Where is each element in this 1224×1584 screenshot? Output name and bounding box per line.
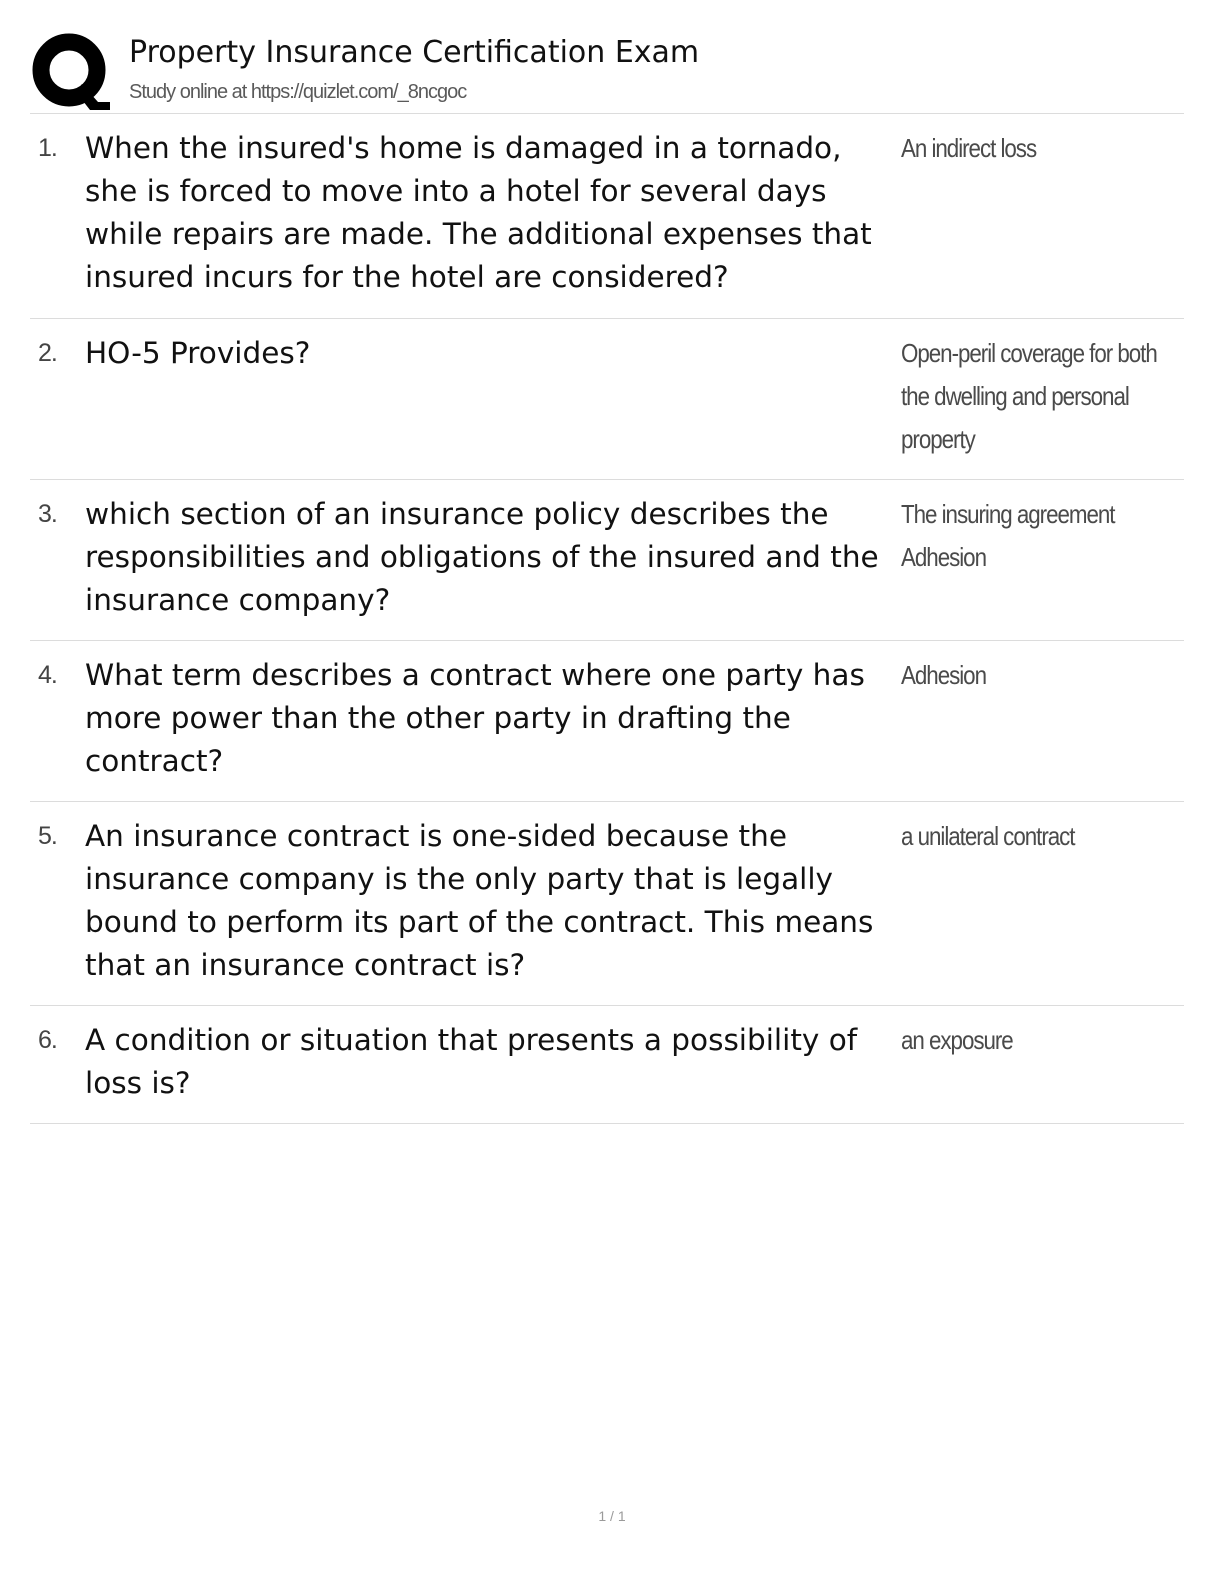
card-term: What term describes a contract where one party has more power than the other party in drafting the contract? <box>85 658 865 778</box>
card-term: HO-5 Provides? <box>85 336 311 370</box>
flashcard-row <box>30 480 1184 641</box>
card-number: 6. <box>38 1026 57 1054</box>
card-number: 1. <box>38 134 57 162</box>
card-definition: Adhesion <box>901 660 986 690</box>
card-term: An insurance contract is one-sided because the insurance company is the only party that is legally bound to perform its part of the contract. This means that an insurance contract is? <box>85 819 874 982</box>
flashcard-row <box>30 641 1184 802</box>
flashcard-row <box>30 319 1184 480</box>
card-term: which section of an insurance policy describes the responsibilities and obligations of the insured and the insurance company? <box>85 497 879 617</box>
card-definition: Open-peril coverage for both the dwelling and personal property <box>901 338 1157 454</box>
page-number: 1 / 1 <box>598 1508 626 1524</box>
card-definition: An indirect loss <box>901 133 1037 163</box>
card-number: 4. <box>38 661 57 689</box>
quizlet-logo-icon <box>32 32 110 110</box>
card-definition: The insuring agreement Adhesion <box>901 499 1115 572</box>
page-title: Property Insurance Certification Exam <box>129 35 700 70</box>
flashcard-row <box>30 114 1184 319</box>
card-term: A condition or situation that presents a possibility of loss is? <box>85 1023 858 1100</box>
card-number: 2. <box>38 339 57 367</box>
flashcard-row <box>30 1006 1184 1124</box>
page-header <box>30 28 1184 114</box>
flashcard-row <box>30 802 1184 1006</box>
card-number: 3. <box>38 500 57 528</box>
card-definition: an exposure <box>901 1025 1013 1055</box>
card-definition: a unilateral contract <box>901 821 1075 851</box>
study-online-link[interactable]: Study online at https://quizlet.com/_8ncgoc <box>129 81 467 103</box>
card-number: 5. <box>38 822 57 850</box>
card-term: When the insured's home is damaged in a tornado, she is forced to move into a hotel for several days while repairs are made. The additional expenses that insured incurs for the hotel are considered? <box>85 131 872 294</box>
flashcard-list <box>30 114 1184 1124</box>
